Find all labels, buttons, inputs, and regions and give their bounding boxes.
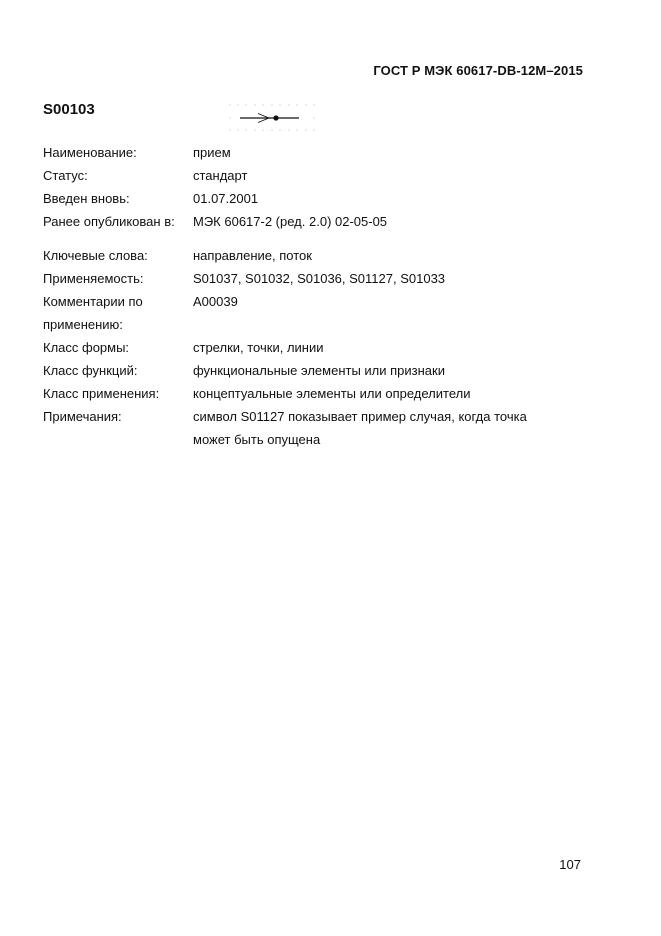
document-standard-header: ГОСТ Р МЭК 60617-DB-12M–2015 <box>373 63 583 78</box>
field-label: Класс функций: <box>43 363 138 378</box>
field-value: концептуальные элементы или определители <box>193 386 471 401</box>
field-label: Примечания: <box>43 409 122 424</box>
field-label: Комментарии по <box>43 294 143 309</box>
field-value: МЭК 60617-2 (ред. 2.0) 02-05-05 <box>193 214 388 229</box>
field-label: Ранее опубликован в: <box>43 214 175 229</box>
field-value: S01037, S01032, S01036, S01127, S01033 <box>193 271 446 286</box>
field-value: A00039 <box>193 294 238 309</box>
field-value: стандарт <box>193 168 248 183</box>
field-label: Наименование: <box>43 145 137 160</box>
field-value: направление, поток <box>193 248 312 263</box>
field-label: Статус: <box>43 168 88 183</box>
field-value: стрелки, точки, линии <box>193 340 324 355</box>
field-label: Класс применения: <box>43 386 160 401</box>
page-number: 107 <box>559 857 581 872</box>
field-label: Введен вновь: <box>43 191 130 206</box>
field-label: Применяемость: <box>43 271 144 286</box>
field-label: Ключевые слова: <box>43 248 148 263</box>
field-label: применению: <box>43 317 123 332</box>
line-with-open-arrow-and-dot-icon <box>226 100 318 136</box>
field-value: прием <box>193 145 231 160</box>
field-value: функциональные элементы или признаки <box>193 363 445 378</box>
field-value: 01.07.2001 <box>193 191 259 206</box>
field-value: может быть опущена <box>193 432 321 447</box>
field-value: символ S01127 показывает пример случая, когда точка <box>193 409 527 424</box>
field-label: Класс формы: <box>43 340 130 355</box>
symbol-id: S00103 <box>43 101 95 118</box>
